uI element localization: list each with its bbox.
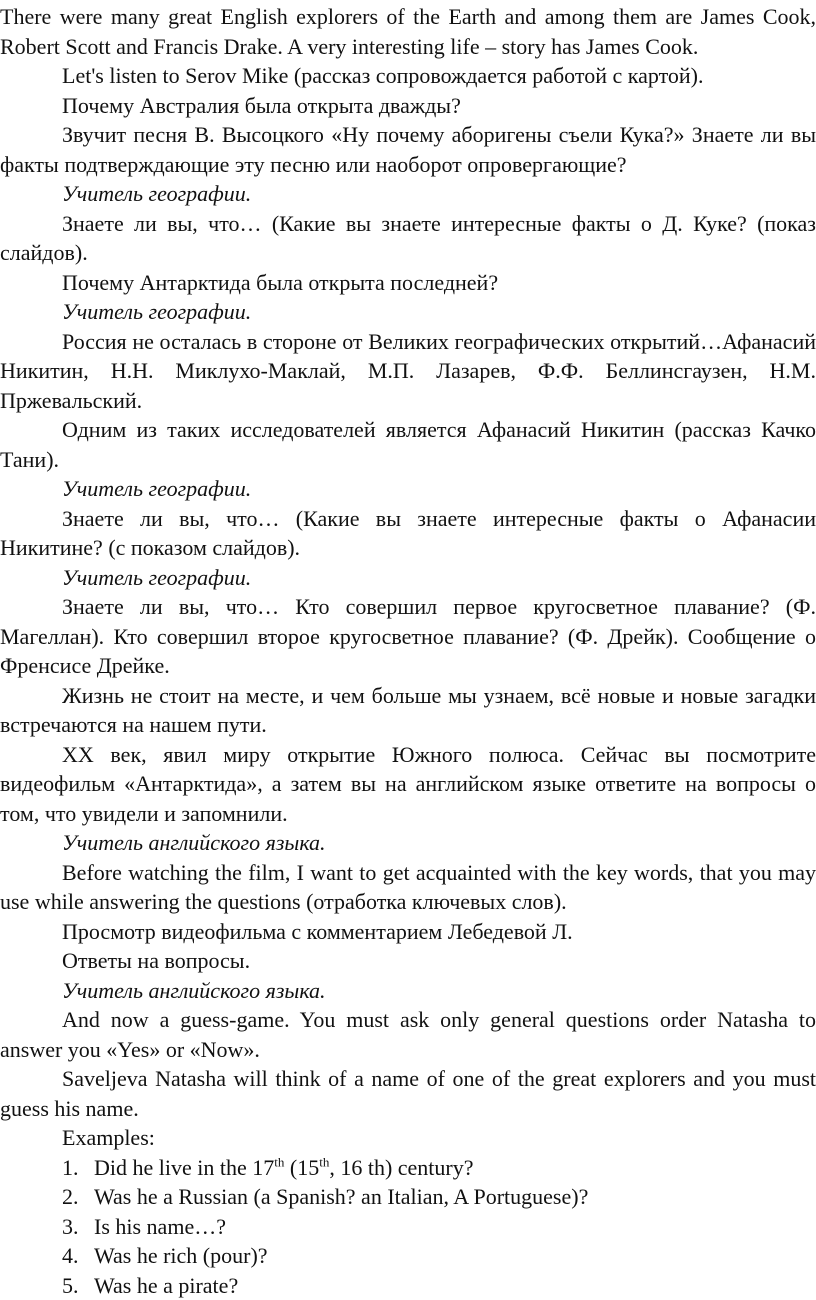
list-number: 2. [62, 1182, 79, 1212]
speaker-label: Учитель английского языка. [0, 828, 816, 858]
list-text: Did he live in the 17 [94, 1155, 274, 1180]
paragraph: Знаете ли вы, что… (Какие вы знаете интересные факты о Д. Куке? (показ слайдов). [0, 209, 816, 268]
list-item [0, 1153, 816, 1183]
superscript: th [274, 1154, 284, 1169]
paragraph: Почему Антарктида была открыта последней? [0, 268, 816, 298]
list-item [0, 1271, 816, 1300]
speaker-label: Учитель английского языка. [0, 976, 816, 1006]
paragraph: And now a guess-game. You must ask only general questions order Natasha to answer you «Yes» or «Now». [0, 1005, 816, 1064]
list-number: 5. [62, 1271, 79, 1300]
paragraph: Просмотр видеофильма с комментарием Лебедевой Л. [0, 917, 816, 947]
examples-heading: Examples: [0, 1123, 816, 1153]
paragraph: XX век, явил миру открытие Южного полюса. Сейчас вы посмотрите видеофильм «Антарктида», а затем вы на английском языке ответите на вопросы о том, что увидели и запомнили. [0, 740, 816, 829]
speaker-label: Учитель географии. [0, 474, 816, 504]
paragraph: Saveljeva Natasha will think of a name of one of the great explorers and you must guess his name. [0, 1064, 816, 1123]
superscript: th [319, 1154, 329, 1169]
list-text: , 16 th) century? [329, 1155, 473, 1180]
speaker-label: Учитель географии. [0, 563, 816, 593]
list-item [0, 1182, 816, 1212]
list-text: Was he a pirate? [94, 1273, 238, 1298]
list-item [0, 1241, 816, 1271]
list-number: 1. [62, 1153, 79, 1183]
list-text: Was he rich (pour)? [94, 1243, 268, 1268]
paragraph: Before watching the film, I want to get acquainted with the key words, that you may use while answering the questions (отработка ключевых слов). [0, 858, 816, 917]
paragraph: There were many great English explorers of the Earth and among them are James Cook, Robert Scott and Francis Drake. A very interesting life – story has James Cook. [0, 2, 816, 61]
paragraph: Знаете ли вы, что… (Какие вы знаете интересные факты о Афанасии Никитине? (с показом слайдов). [0, 504, 816, 563]
paragraph: Жизнь не стоит на месте, и чем больше мы узнаем, всё новые и новые загадки встречаются на нашем пути. [0, 681, 816, 740]
paragraph: Ответы на вопросы. [0, 946, 816, 976]
list-text: Is his name…? [94, 1214, 226, 1239]
list-text: Was he a Russian (a Spanish? an Italian, A Portuguese)? [94, 1184, 588, 1209]
examples-list [0, 1153, 816, 1300]
paragraph: Россия не осталась в стороне от Великих географических открытий…Афанасий Никитин, Н.Н. Миклухо-Маклай, М.П. Лазарев, Ф.Ф. Беллинсгаузен, Н.М. Пржевальский. [0, 327, 816, 416]
paragraph: Звучит песня В. Высоцкого «Ну почему аборигены съели Кука?» Знаете ли вы факты подтверждающие эту песню или наоборот опровергающие? [0, 120, 816, 179]
list-text: (15 [284, 1155, 319, 1180]
list-number: 4. [62, 1241, 79, 1271]
paragraph: Одним из таких исследователей является Афанасий Никитин (рассказ Качко Тани). [0, 415, 816, 474]
paragraph: Let's listen to Serov Mike (рассказ сопровождается работой с картой). [0, 61, 816, 91]
paragraph: Почему Австралия была открыта дважды? [0, 91, 816, 121]
list-item [0, 1212, 816, 1242]
speaker-label: Учитель географии. [0, 297, 816, 327]
list-number: 3. [62, 1212, 79, 1242]
speaker-label: Учитель географии. [0, 179, 816, 209]
paragraph: Знаете ли вы, что… Кто совершил первое кругосветное плавание? (Ф. Магеллан). Кто совершил второе кругосветное плавание? (Ф. Дрейк). Сообщение о Френсисе Дрейке. [0, 592, 816, 681]
